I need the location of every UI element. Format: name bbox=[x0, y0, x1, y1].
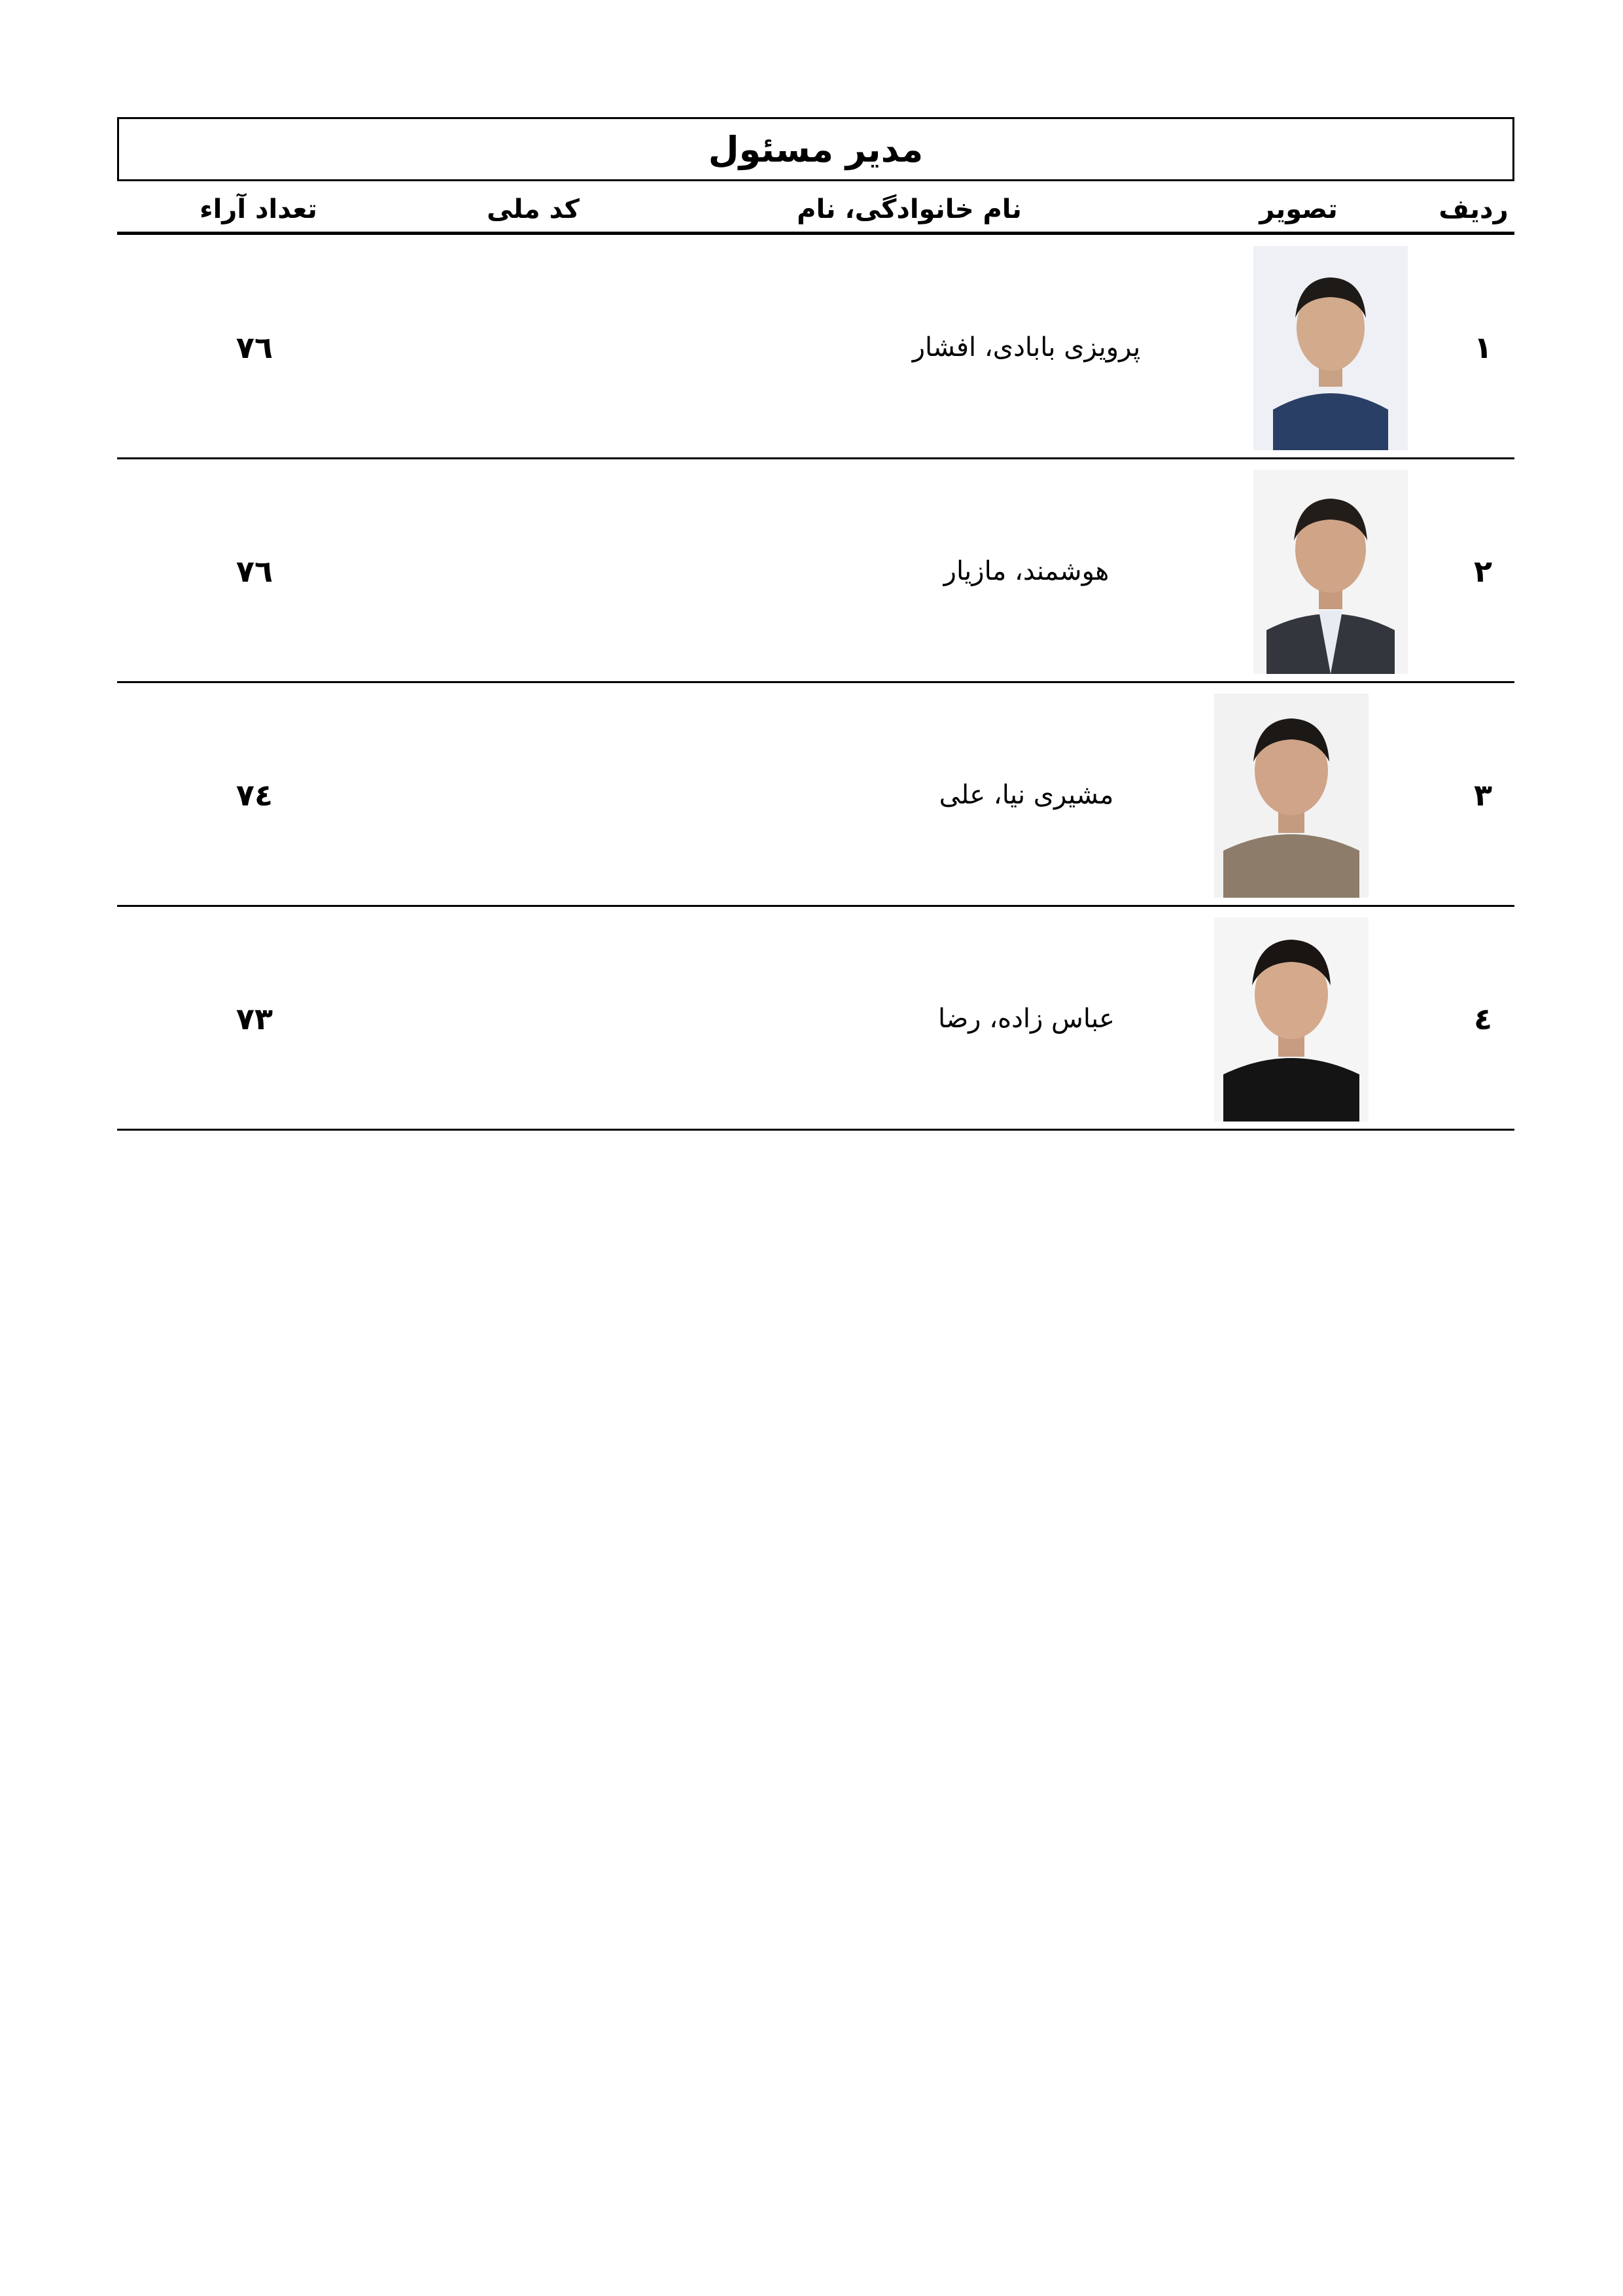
row-number: ٤ bbox=[1473, 1001, 1493, 1036]
row-number: ٢ bbox=[1473, 554, 1493, 589]
table-row bbox=[117, 236, 1514, 459]
portrait-photo-icon bbox=[1214, 917, 1369, 1122]
column-header-name: نام خانوادگی، نام bbox=[797, 194, 1022, 224]
portrait-photo-icon bbox=[1253, 246, 1408, 450]
national-code bbox=[444, 907, 640, 1131]
vote-count: ٧٤ bbox=[236, 777, 273, 813]
page-title-box bbox=[117, 117, 1514, 181]
table-row bbox=[117, 907, 1514, 1131]
column-header-national-code: کد ملی bbox=[487, 194, 580, 224]
column-header-votes: تعداد آراء bbox=[200, 194, 317, 224]
table-row bbox=[117, 683, 1514, 907]
national-code bbox=[444, 459, 640, 683]
candidate-name: پرویزی بابادی، افشار bbox=[912, 332, 1141, 362]
column-header-row: ردیف bbox=[1439, 194, 1509, 224]
candidate-name: مشیری نیا، علی bbox=[939, 780, 1114, 810]
column-header-photo: تصویر bbox=[1259, 194, 1338, 224]
national-code bbox=[444, 236, 640, 459]
header-divider bbox=[117, 232, 1514, 235]
vote-count: ٧٦ bbox=[236, 330, 273, 365]
vote-count: ٧٦ bbox=[236, 554, 273, 589]
candidate-name: هوشمند، مازیار bbox=[943, 556, 1109, 586]
portrait-photo-icon bbox=[1253, 470, 1408, 674]
portrait-photo-icon bbox=[1214, 694, 1369, 898]
national-code bbox=[444, 683, 640, 907]
page-title: مدیر مسئول bbox=[708, 128, 924, 170]
row-number: ٣ bbox=[1473, 777, 1493, 813]
table-row bbox=[117, 459, 1514, 683]
row-divider bbox=[117, 1129, 1514, 1131]
candidate-name: عباس زاده، رضا bbox=[938, 1004, 1115, 1034]
row-number: ١ bbox=[1473, 330, 1493, 365]
vote-count: ٧٣ bbox=[236, 1001, 273, 1036]
